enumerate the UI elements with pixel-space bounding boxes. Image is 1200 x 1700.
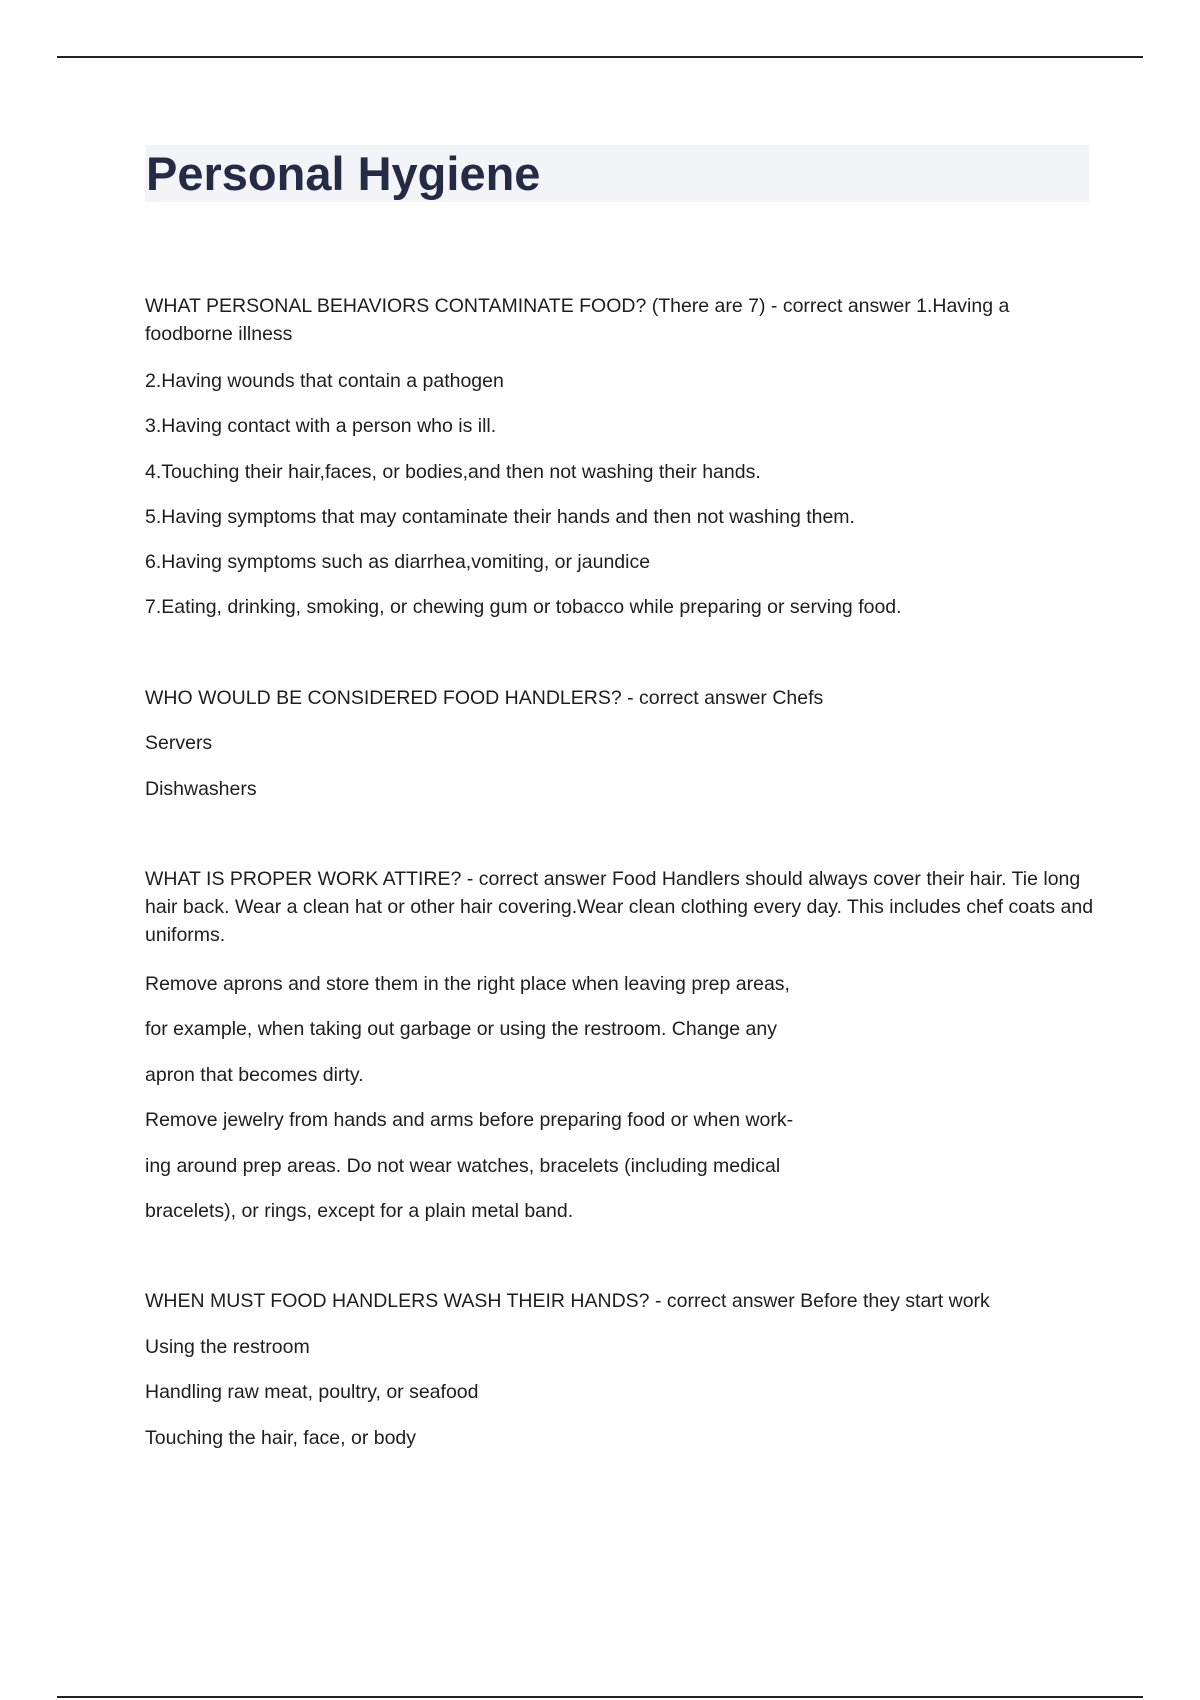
- answer-line: Dishwashers: [145, 778, 257, 800]
- question-work-attire: WHAT IS PROPER WORK ATTIRE? - correct answer Food Handlers should always cover their hair. Tie long hair back. Wear a clean hat or other hair covering.Wear clean clothing every day. This includes chef coats and uniforms.: [145, 868, 1094, 946]
- answer-line: 3.Having contact with a person who is ill.: [145, 415, 497, 437]
- answer-line: 6.Having symptoms such as diarrhea,vomiting, or jaundice: [145, 551, 651, 573]
- answer-line: 2.Having wounds that contain a pathogen: [145, 370, 504, 392]
- answer-line: 5.Having symptoms that may contaminate their hands and then not washing them.: [145, 506, 855, 528]
- answer-line: Remove jewelry from hands and arms before preparing food or when work-: [145, 1109, 794, 1131]
- answer-line: 4.Touching their hair,faces, or bodies,and then not washing their hands.: [145, 461, 761, 483]
- answer-line: Touching the hair, face, or body: [145, 1427, 417, 1449]
- answer-line: apron that becomes dirty.: [145, 1064, 364, 1086]
- answer-line: Servers: [145, 732, 213, 754]
- bottom-rule: [57, 1696, 1143, 1698]
- answer-line: Remove aprons and store them in the right place when leaving prep areas,: [145, 973, 790, 995]
- answer-line: 7.Eating, drinking, smoking, or chewing gum or tobacco while preparing or serving food.: [145, 596, 902, 618]
- answer-line: Handling raw meat, poultry, or seafood: [145, 1381, 479, 1403]
- answer-line: Using the restroom: [145, 1336, 310, 1358]
- page-title: Personal Hygiene: [146, 147, 541, 200]
- top-rule: [57, 56, 1143, 58]
- question-personal-behaviors: WHAT PERSONAL BEHAVIORS CONTAMINATE FOOD? (There are 7) - correct answer 1.Having a foodborne illness: [145, 295, 1010, 345]
- question-hand-washing: WHEN MUST FOOD HANDLERS WASH THEIR HANDS? - correct answer Before they start work: [145, 1290, 990, 1312]
- answer-line: bracelets), or rings, except for a plain metal band.: [145, 1200, 574, 1222]
- answer-line: for example, when taking out garbage or using the restroom. Change any: [145, 1018, 777, 1040]
- question-food-handlers: WHO WOULD BE CONSIDERED FOOD HANDLERS? - correct answer Chefs: [145, 687, 824, 709]
- answer-line: ing around prep areas. Do not wear watches, bracelets (including medical: [145, 1155, 781, 1177]
